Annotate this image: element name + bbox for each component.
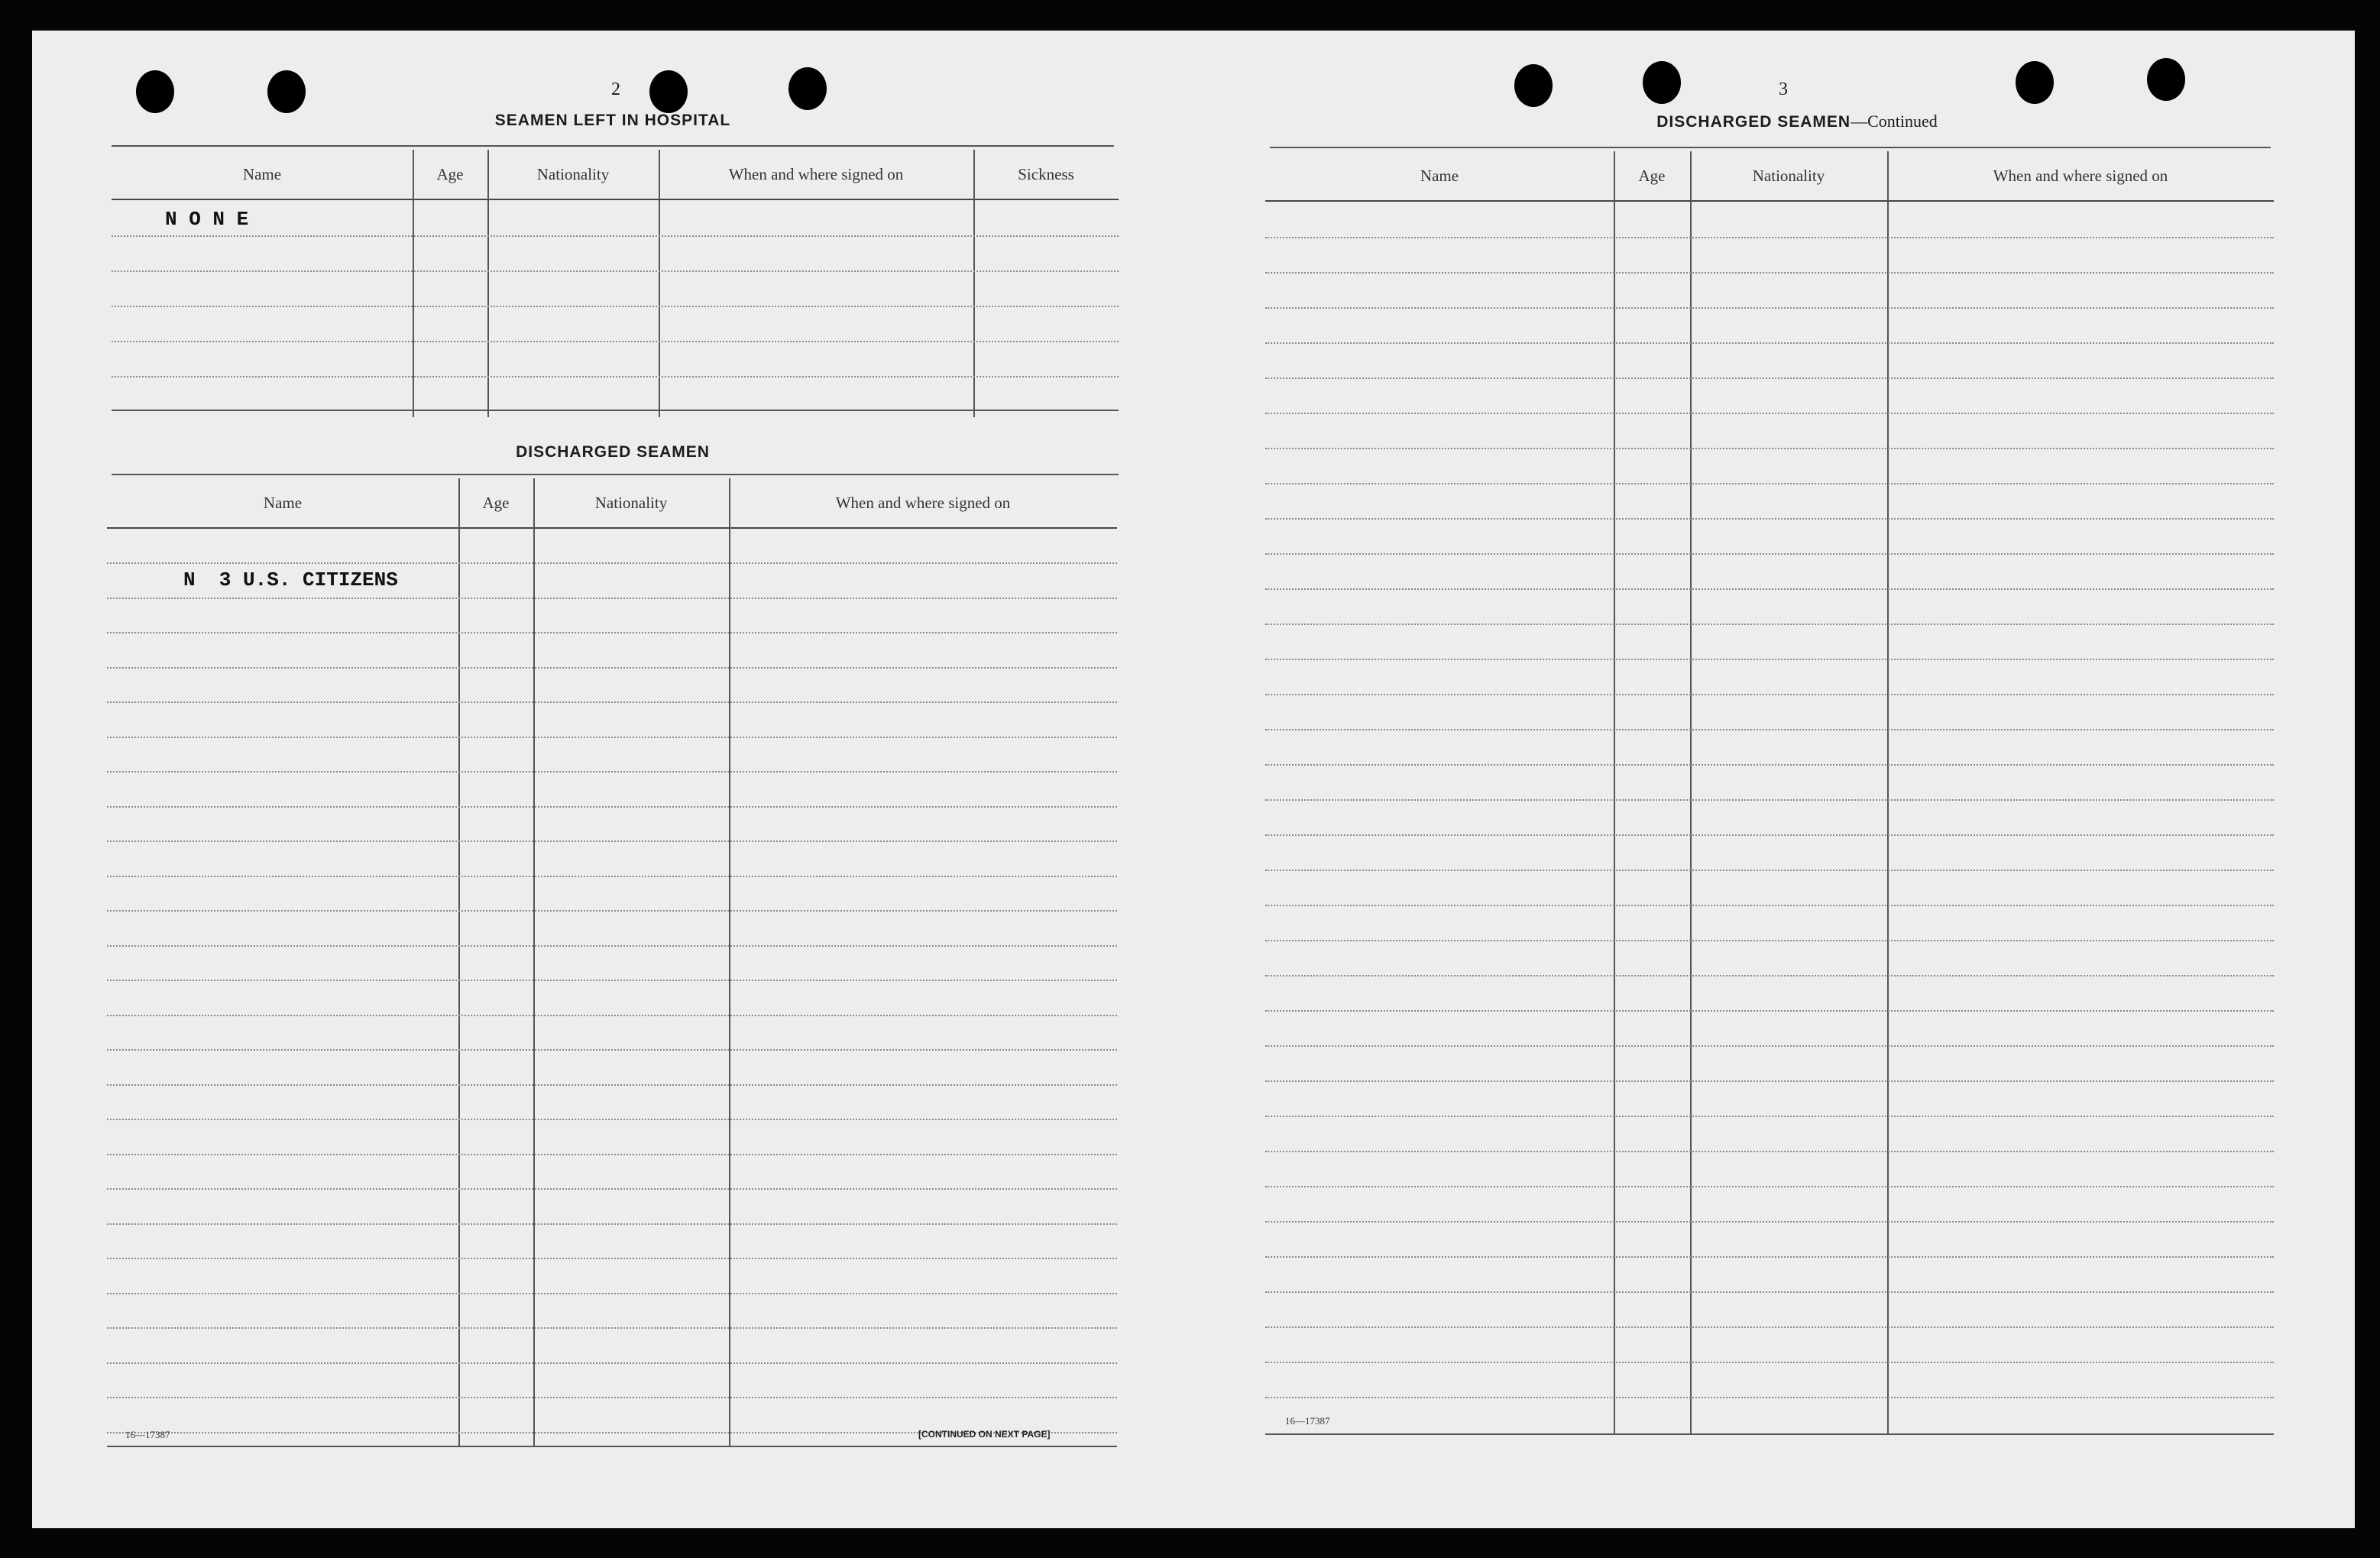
row-line — [1265, 975, 2274, 977]
row-line — [1265, 1291, 2274, 1293]
row-line — [1265, 940, 2274, 941]
discharged-continued-title — [1598, 112, 1996, 131]
row-line — [1265, 1256, 2274, 1258]
continued-note: [CONTINUED ON NEXT PAGE] — [918, 1429, 1051, 1440]
document-sheet — [32, 31, 2355, 1528]
row-line — [1265, 1116, 2274, 1117]
row-line — [1265, 834, 2274, 836]
row-line — [1265, 1045, 2274, 1047]
table-bottom-rule — [1265, 1433, 2274, 1435]
row-line — [1265, 905, 2274, 906]
row-line — [1265, 659, 2274, 660]
column-header-nationality: Nationality — [536, 165, 610, 183]
typed-entry: N O N E — [165, 208, 249, 231]
row-line — [1265, 1151, 2274, 1152]
discharged-section-title: DISCHARGED SEAMEN — [516, 443, 710, 461]
row-line — [1265, 1221, 2274, 1223]
column-header-signed-on: When and where signed on — [728, 165, 904, 183]
row-line — [1265, 1397, 2274, 1398]
column-header-nationality: Nationality — [1752, 167, 1825, 185]
column-header-sickness: Sickness — [1018, 165, 1074, 183]
row-line — [1265, 1010, 2274, 1012]
column-header-signed-on: When and where signed on — [835, 494, 1011, 512]
row-line — [1265, 1080, 2274, 1082]
row-line — [1265, 1186, 2274, 1187]
row-line — [1265, 694, 2274, 695]
row-line — [1265, 237, 2274, 238]
row-line — [1265, 799, 2274, 801]
page-number: 3 — [1779, 79, 1788, 99]
column-header-age: Age — [482, 494, 510, 512]
row-line — [1265, 342, 2274, 344]
row-line — [1265, 588, 2274, 590]
row-line — [1265, 553, 2274, 555]
form-number: 16—17387 — [1285, 1415, 1330, 1427]
typed-entry: N 3 U.S. CITIZENS — [183, 568, 398, 591]
row-line — [1265, 518, 2274, 520]
column-header-nationality: Nationality — [594, 494, 668, 512]
column-header-name: Name — [242, 165, 282, 183]
right-page — [32, 31, 2355, 1528]
row-line — [1265, 483, 2274, 484]
title-rule — [1270, 147, 2271, 148]
row-line — [1265, 1362, 2274, 1363]
title-continued: —Continued — [1851, 112, 1938, 131]
column-header-name: Name — [263, 494, 303, 512]
row-line — [1265, 624, 2274, 625]
discharged-continued-table — [1265, 151, 2274, 1450]
row-line — [1265, 870, 2274, 871]
row-line — [1265, 272, 2274, 274]
title-main: DISCHARGED SEAMEN — [1656, 113, 1851, 131]
row-line — [1265, 1326, 2274, 1328]
row-line — [1265, 448, 2274, 449]
row-line — [1265, 307, 2274, 309]
column-header-age: Age — [1638, 167, 1666, 185]
table-header — [1265, 151, 2274, 202]
row-line — [1265, 764, 2274, 766]
column-header-signed-on: When and where signed on — [1993, 167, 2168, 185]
row-line — [1265, 377, 2274, 379]
row-line — [1265, 729, 2274, 730]
column-header-name: Name — [1420, 167, 1459, 185]
column-header-age: Age — [436, 165, 464, 183]
row-line — [1265, 413, 2274, 414]
hospital-section-title: SEAMEN LEFT IN HOSPITAL — [494, 112, 731, 129]
page-number: 2 — [611, 79, 620, 99]
form-number: 16—17387 — [125, 1429, 170, 1440]
